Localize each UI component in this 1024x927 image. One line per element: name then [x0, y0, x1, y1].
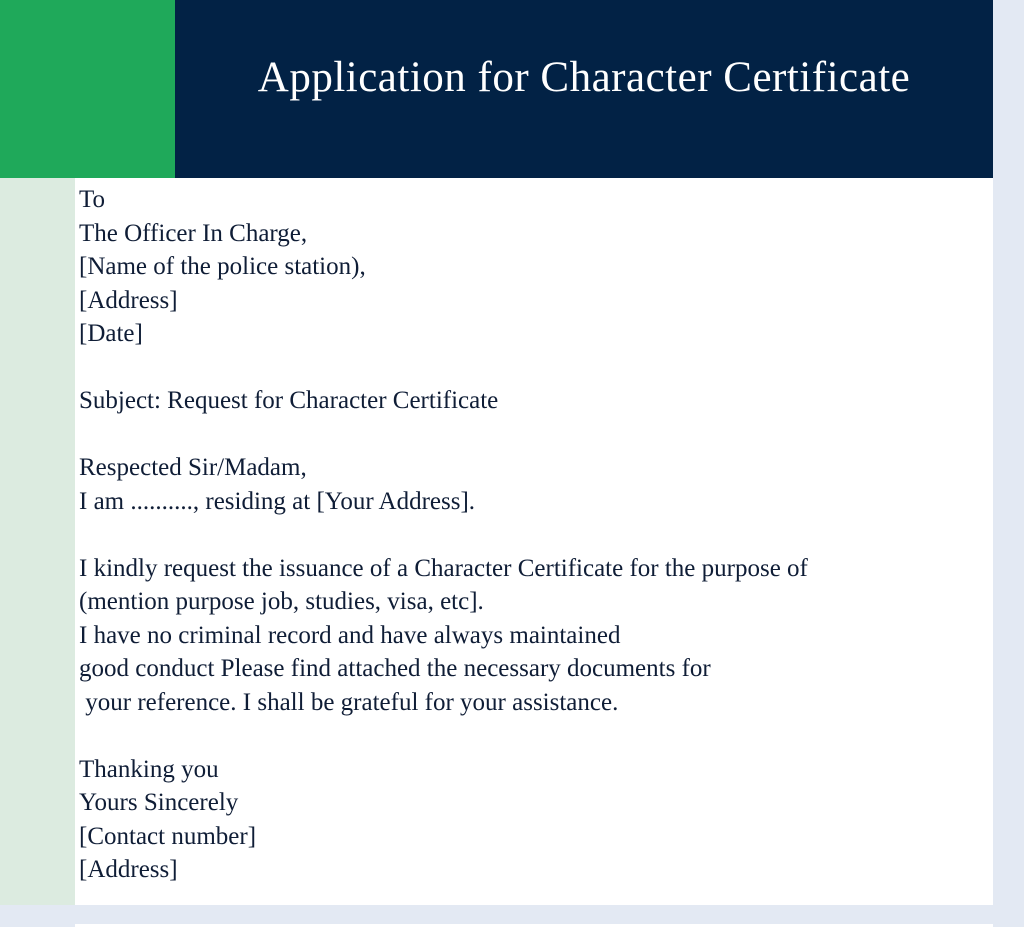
letter-line: (mention purpose job, studies, visa, etc]. [79, 588, 484, 615]
letter-line: good conduct Please find attached the necessary documents for [79, 655, 711, 682]
blank-line [79, 518, 808, 552]
subject-line: Subject: Request for Character Certificate [79, 387, 499, 414]
green-accent-block [0, 0, 175, 178]
letter-line: I kindly request the issuance of a Character Certificate for the purpose of [79, 554, 808, 582]
letter-line: [Name of the police station), [79, 253, 366, 280]
blank-line [79, 418, 808, 452]
letter-line: [Address] [79, 286, 178, 314]
left-margin-strip [0, 178, 75, 905]
letter-line: [Date] [79, 320, 143, 347]
salutation: Respected Sir/Madam, [79, 454, 307, 481]
letter-line: I am .........., residing at [Your Address]. [79, 487, 476, 515]
letter-body [79, 183, 808, 887]
page-title: Application for Character Certificate [257, 54, 911, 101]
letter-line: The Officer In Charge, [79, 219, 308, 247]
blank-line [79, 351, 808, 385]
letter-line: your reference. I shall be grateful for your assistance. [79, 688, 619, 716]
letter-line: [Contact number] [79, 822, 257, 850]
letter-line: To [79, 186, 106, 213]
closing-line: Yours Sincerely [79, 789, 239, 816]
blank-line [79, 719, 808, 753]
letter-line: I have no criminal record and have always maintained [79, 621, 621, 649]
closing-line: Thanking you [79, 755, 219, 783]
letter-line: [Address] [79, 856, 178, 883]
